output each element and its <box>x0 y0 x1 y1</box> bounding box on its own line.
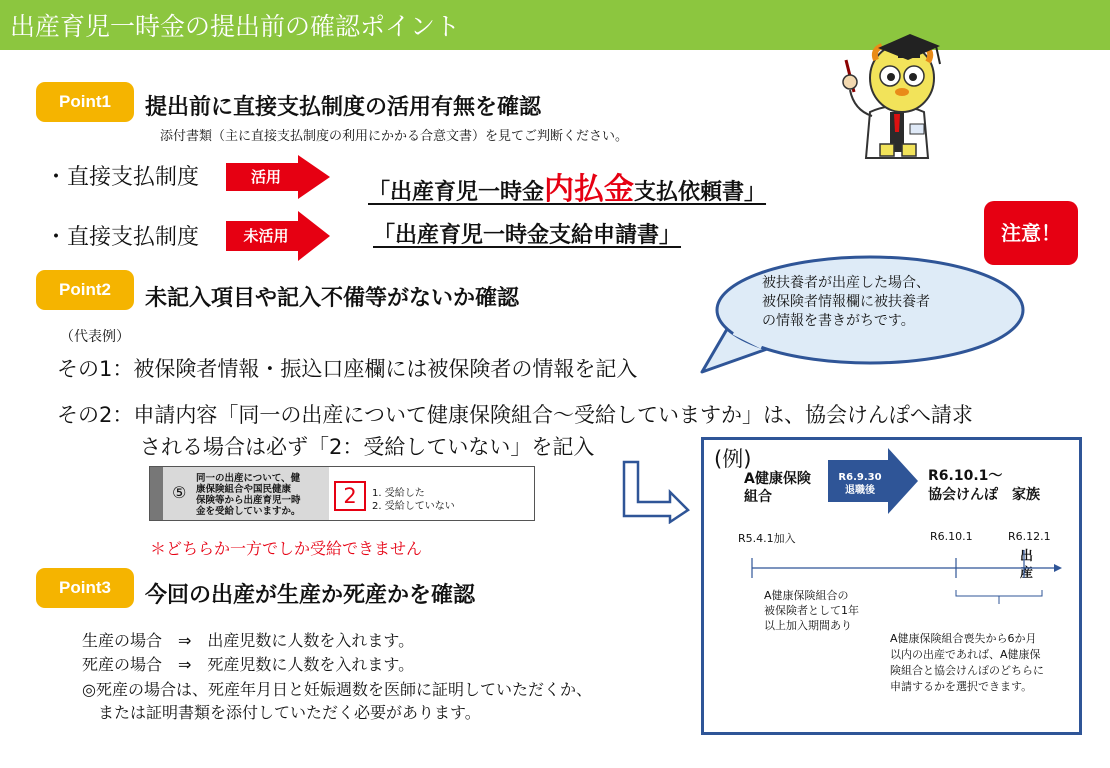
form-question-line: 同一の出産について、健 <box>196 473 301 484</box>
point3-line-live: 生産の場合 ⇒ 出産児数に人数を入れます。 <box>82 631 415 650</box>
point2-item2-line2: される場合は必ず「2：受給していない」を記入 <box>140 435 595 459</box>
form-question-line: 康保険組合や国民健康 <box>196 484 292 495</box>
example-to-line: 協会けんぽ 家族 <box>928 487 1040 503</box>
form-option-1: 1. 受給した <box>372 488 425 499</box>
document-name-application: 「出産育児一時金支給申請書」 <box>373 223 682 248</box>
note-left-line: 以上加入期間あり <box>764 619 852 632</box>
point3-heading: 今回の出産が生産か死産かを確認 <box>145 583 476 608</box>
example-to-line: R6.10.1～ <box>928 468 1003 484</box>
example-label: （代表例） <box>60 329 130 345</box>
point2-item1: その1：被保険者情報・振込口座欄には被保険者の情報を記入 <box>57 357 638 381</box>
document-name-advance-payment <box>368 164 766 208</box>
birth-label-char: 出 <box>1020 549 1034 564</box>
callout-text <box>762 274 930 331</box>
example-title: (例) <box>714 447 752 471</box>
point3-line-attach: または証明書類を添付していただく必要があります。 <box>82 703 481 722</box>
doc-emphasis: 内払金 <box>544 172 635 207</box>
form-field-sample <box>149 466 535 521</box>
transfer-date: R6.9.30 <box>838 472 882 483</box>
note-left-line: 被保険者として1年 <box>764 604 859 617</box>
unused-arrow-label: 未活用 <box>243 227 289 245</box>
point2-heading: 未記入項目や記入不備等がないか確認 <box>145 286 520 311</box>
page-title: 出産育児一時金の提出前の確認ポイント <box>10 12 461 41</box>
birth-label-char: 産 <box>1020 566 1034 581</box>
date-join: R5.4.1加入 <box>738 532 796 545</box>
note-left <box>764 588 859 633</box>
used-arrow <box>226 155 330 199</box>
example-from-line: A健康保険 <box>744 471 811 487</box>
form-question-line: 金を受給していますか。 <box>196 506 301 517</box>
receipt-warning: ＊どちらか一方でしか受給できません <box>150 539 423 558</box>
direct-pay-label-1: ・直接支払制度 <box>45 165 200 190</box>
form-option-2: 2. 受給していない <box>372 501 455 512</box>
form-question-cell <box>163 467 329 520</box>
point3-line-stillbirth: 死産の場合 ⇒ 死産児数に人数を入れます。 <box>82 655 415 674</box>
date-birth: R6.12.1 <box>1008 530 1051 543</box>
form-number: ⑤ <box>172 483 187 502</box>
note-left-line: A健康保険組合の <box>764 589 849 602</box>
callout-line: の情報を書きがちです。 <box>762 313 915 329</box>
note-right-line: 険組合と協会けんぽのどちらに <box>890 664 1044 677</box>
example-box <box>701 437 1082 735</box>
form-bar <box>150 467 163 520</box>
doc-suffix: 支払依頼書」 <box>634 180 767 205</box>
point1-heading: 提出前に直接支払制度の活用有無を確認 <box>145 95 542 120</box>
form-question <box>196 473 326 517</box>
doc-prefix: 「出産育児一時金 <box>368 180 545 205</box>
unused-arrow <box>226 211 330 261</box>
callout-line: 被保険者情報欄に被扶養者 <box>762 294 930 310</box>
note-right <box>890 631 1044 695</box>
note-right-line: A健康保険組合喪失から6か月 <box>890 632 1037 645</box>
note-right-line: 申請するかを選択できます。 <box>890 680 1033 693</box>
used-arrow-label: 活用 <box>250 168 281 186</box>
point3-line-certify: ◎死産の場合は、死産年月日と妊娠週数を医師に証明していただくか、 <box>82 680 592 699</box>
transfer-reason: 退職後 <box>845 485 875 496</box>
point1-note: 添付書類（主に直接支払制度の利用にかかる合意文書）を見てご判断ください。 <box>160 129 629 144</box>
callout-line: 被扶養者が出産した場合、 <box>762 275 930 291</box>
example-from-line: 組合 <box>744 489 772 505</box>
point2-item2-line1: その2：申請内容「同一の出産について健康保険組合～受給していますか」は、協会けんぽへ請求 <box>57 403 973 427</box>
direct-pay-label-2: ・直接支払制度 <box>45 225 200 250</box>
form-answer-box: 2 <box>334 481 366 511</box>
turn-arrow-icon <box>620 460 692 524</box>
date-start: R6.10.1 <box>930 530 973 543</box>
caution-badge: 注意！ <box>984 201 1078 265</box>
professor-mascot-icon <box>832 20 962 160</box>
point2-badge: Point2 <box>36 270 134 310</box>
point3-badge: Point3 <box>36 568 134 608</box>
note-right-line: 以内の出産であれば、A健康保 <box>890 648 1041 661</box>
point1-badge: Point1 <box>36 82 134 122</box>
form-question-line: 保険等から出産育児一時 <box>196 495 301 506</box>
